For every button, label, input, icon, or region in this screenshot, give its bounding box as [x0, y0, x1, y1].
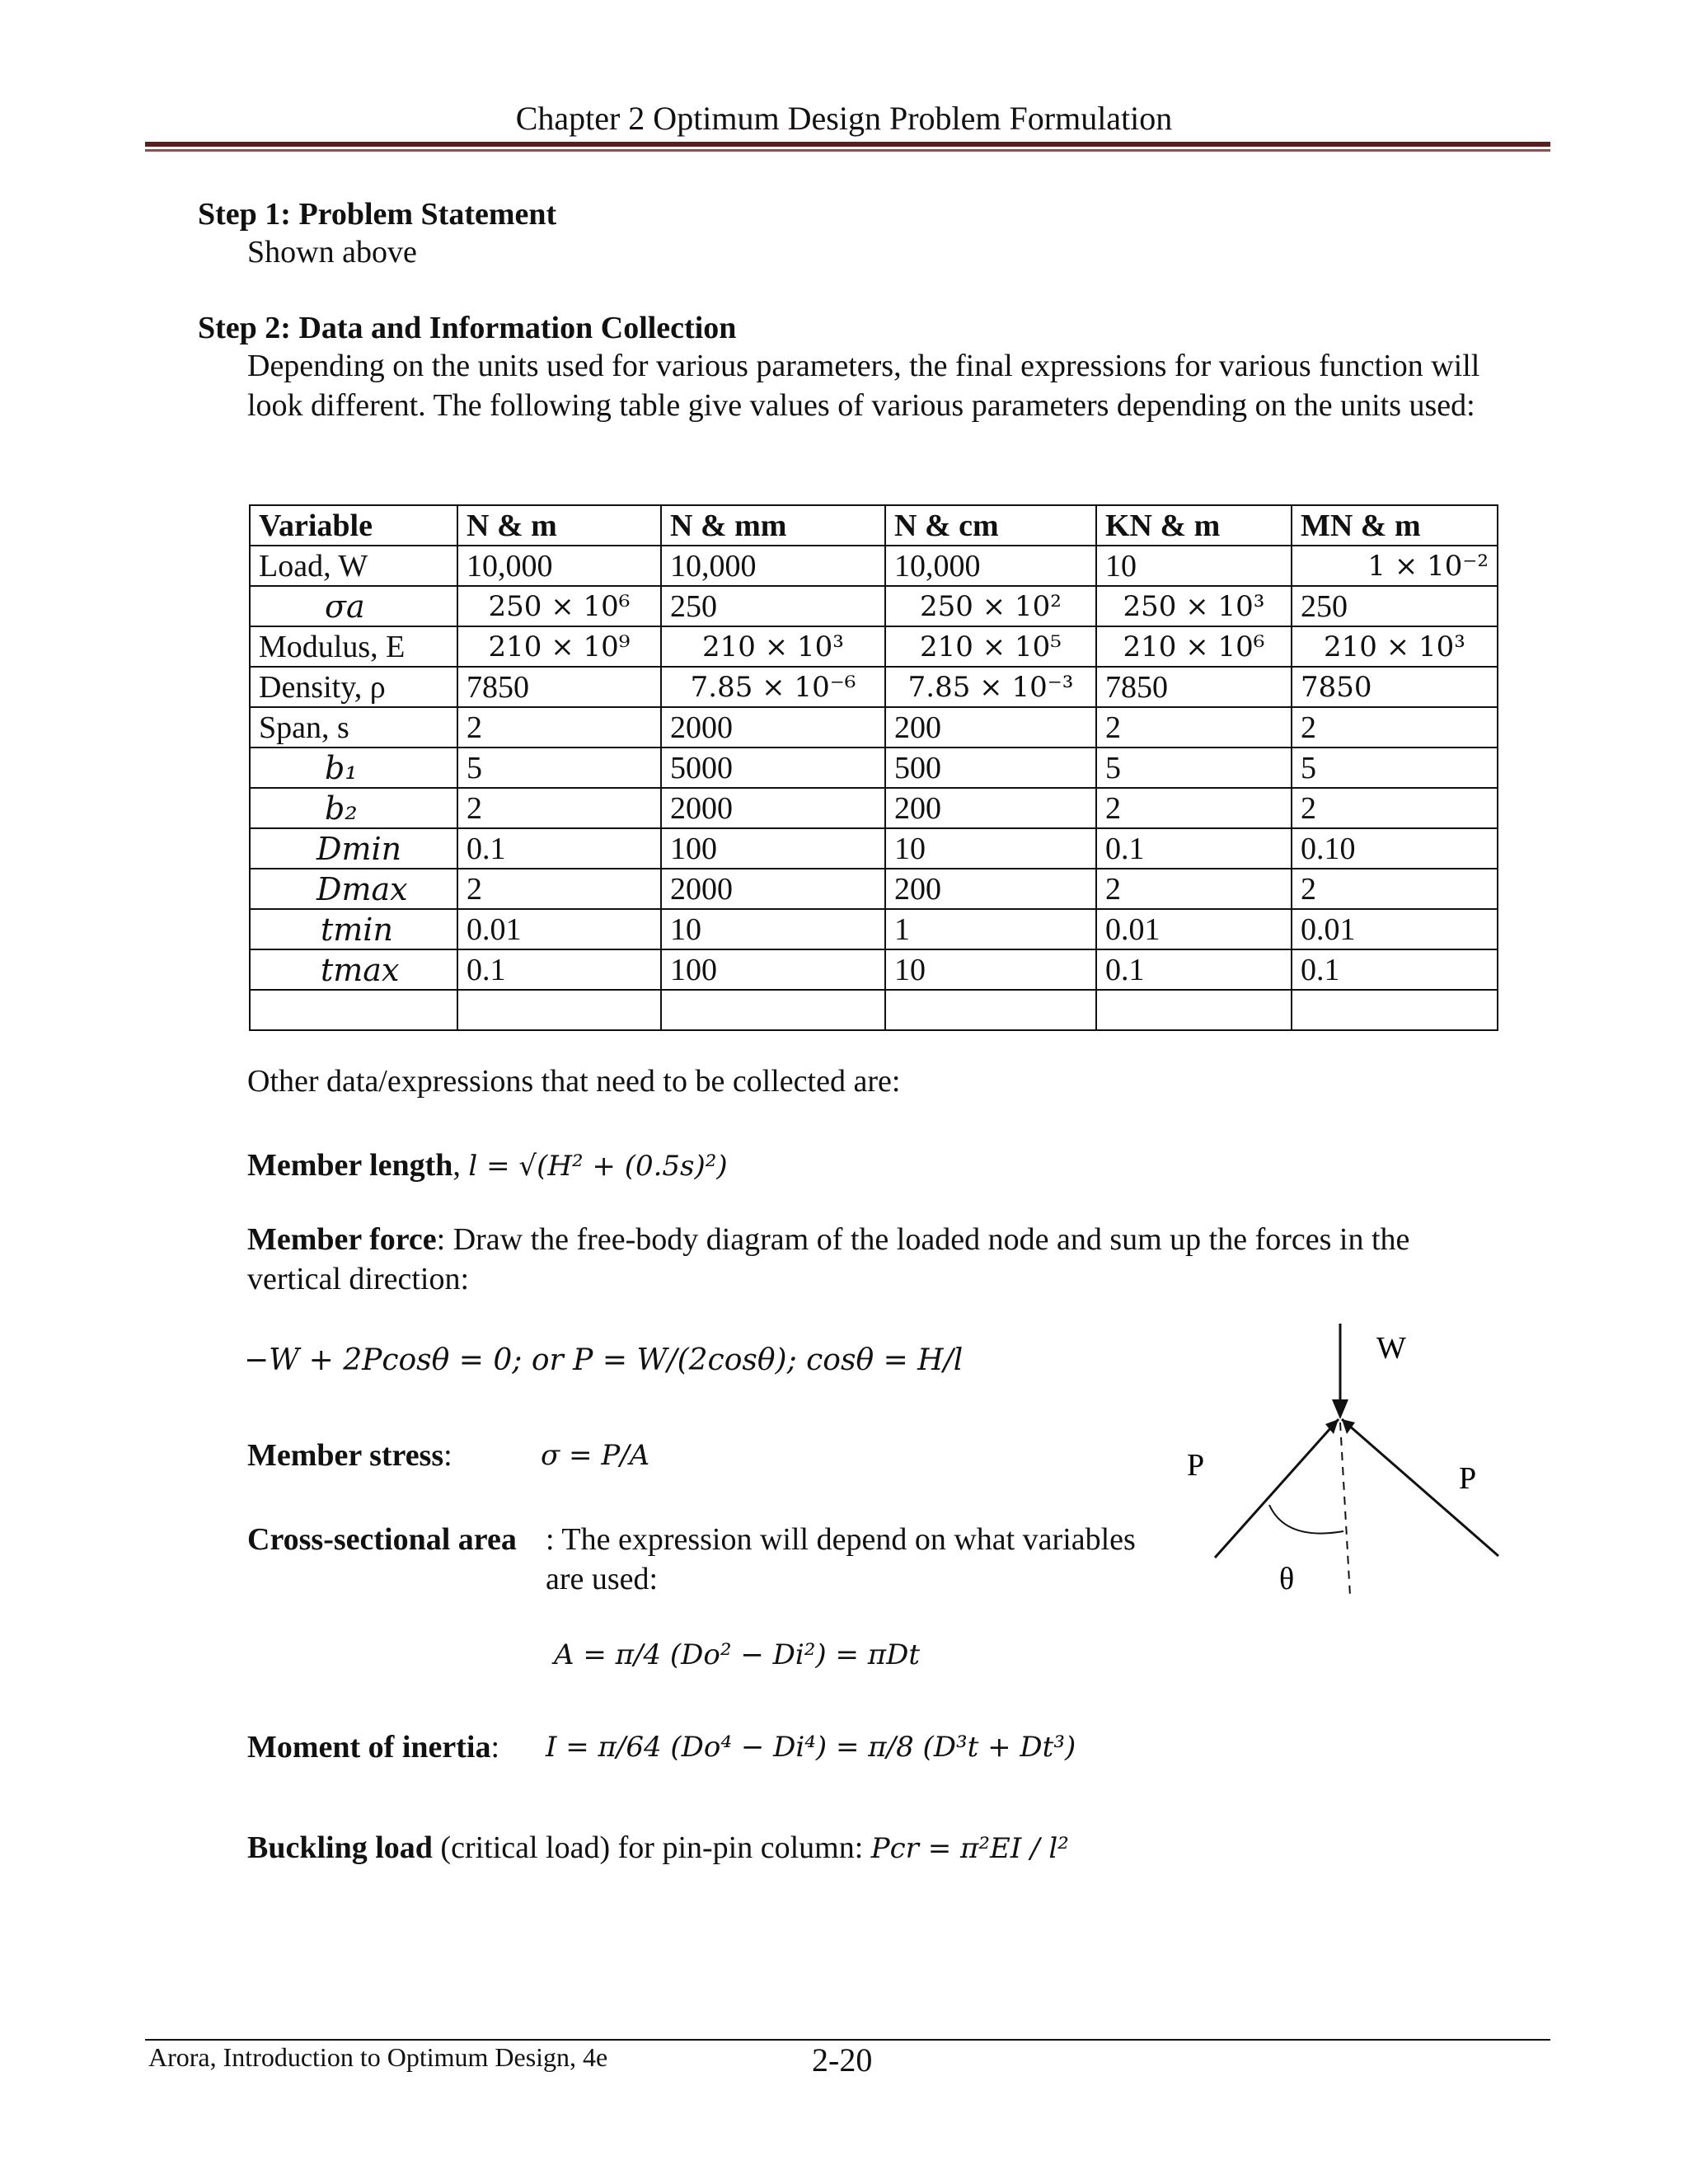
table-cell: 10,000 — [457, 546, 661, 586]
table-row — [250, 869, 1498, 909]
area-label: Cross-sectional area — [247, 1522, 517, 1557]
table-cell: 210 × 10⁹ — [457, 626, 661, 667]
table-cell: 210 × 10⁶ — [1096, 626, 1292, 667]
member-stress-line: Member stress: — [247, 1438, 452, 1473]
table-cell: 2 — [1292, 869, 1498, 909]
vertical-reference-line — [1340, 1422, 1350, 1596]
table-header-cell: Variable — [250, 505, 457, 546]
member-length-label: Member length — [247, 1148, 453, 1183]
table-cell: 200 — [885, 788, 1096, 828]
table-cell — [457, 990, 661, 1030]
table-cell: 10,000 — [661, 546, 885, 586]
table-cell — [1292, 990, 1498, 1030]
table-cell: Load, W — [250, 546, 457, 586]
table-row — [250, 626, 1498, 667]
member-stress-equation: σ = P/A — [541, 1439, 650, 1472]
header-rule — [145, 142, 1550, 147]
table-cell: Modulus, E — [250, 626, 457, 667]
table-cell: 2000 — [661, 707, 885, 748]
table-cell: 2 — [1096, 788, 1292, 828]
table-header-cell: KN & m — [1096, 505, 1292, 546]
table-cell: 1 × 10⁻² — [1292, 546, 1498, 586]
table-cell: σa — [250, 586, 457, 626]
table-row — [250, 667, 1498, 707]
header-rule-thin — [145, 149, 1550, 152]
table-cell: 250 — [661, 586, 885, 626]
table-header-cell: N & m — [457, 505, 661, 546]
inertia-equation: I = π/64 (Do⁴ − Di⁴) = π/8 (D³t + Dt³) — [546, 1731, 1076, 1764]
table-cell: tmin — [250, 909, 457, 949]
member-length-equation: l = √(H² + (0.5s)²) — [468, 1150, 728, 1183]
table-cell: 500 — [885, 748, 1096, 788]
member-stress-label: Member stress — [247, 1438, 444, 1473]
table-cell — [885, 990, 1096, 1030]
area-paragraph — [247, 1520, 517, 1559]
table-cell: b₁ — [250, 748, 457, 788]
step2-text: Depending on the units used for various parameters, the final expressions for various function will look different. The following table give values of various parameters depending on the units used: — [247, 349, 1480, 423]
table-cell: 100 — [661, 828, 885, 869]
table-cell: Dmax — [250, 869, 457, 909]
table-cell: 2 — [457, 788, 661, 828]
member-length-line: Member length, l = √(H² + (0.5s)²) — [247, 1148, 728, 1183]
table-header-cell: N & mm — [661, 505, 885, 546]
table-cell: 5 — [1292, 748, 1498, 788]
member-force-text: : Draw the free-body diagram of the loaded node and sum up the forces in the vertical direction: — [247, 1222, 1410, 1296]
table-header-row — [250, 505, 1498, 546]
member-force-paragraph — [247, 1220, 1500, 1299]
table-cell: 210 × 10³ — [1292, 626, 1498, 667]
area-text: : The expression will depend on what variables are used: — [546, 1522, 1136, 1596]
table-cell: 0.1 — [1292, 949, 1498, 990]
buckling-line — [247, 1828, 1069, 1868]
table-cell — [1096, 990, 1292, 1030]
step2-heading: Step 2: Data and Information Collection — [198, 311, 737, 345]
table-cell: 0.01 — [457, 909, 661, 949]
table-cell: 0.01 — [1292, 909, 1498, 949]
inertia-label: Moment of inertia — [247, 1730, 491, 1765]
table-cell: Dmin — [250, 828, 457, 869]
table-row — [250, 748, 1498, 788]
table-cell: 2 — [1096, 869, 1292, 909]
table-cell: 7.85 × 10⁻³ — [885, 667, 1096, 707]
table-cell: 5 — [1096, 748, 1292, 788]
left-force-label: P — [1187, 1448, 1205, 1483]
table-cell: 1 — [885, 909, 1096, 949]
table-cell: 200 — [885, 707, 1096, 748]
right-member-arrowhead — [1342, 1419, 1355, 1434]
table-cell: 7850 — [1292, 667, 1498, 707]
table-cell: 0.1 — [457, 828, 661, 869]
area-equation: A = π/4 (Do² − Di²) = πDt — [554, 1638, 921, 1671]
table-cell: 250 × 10⁶ — [457, 586, 661, 626]
table-cell: 0.1 — [1096, 828, 1292, 869]
table-cell: 2000 — [661, 869, 885, 909]
table-cell: Density, ρ — [250, 667, 457, 707]
inertia-line: Moment of inertia: — [247, 1730, 500, 1765]
buckling-equation: Pcr = π²EI / l² — [870, 1832, 1069, 1865]
table-header-cell: N & cm — [885, 505, 1096, 546]
load-label: W — [1376, 1331, 1406, 1366]
table-row — [250, 707, 1498, 748]
table-cell: 10 — [1096, 546, 1292, 586]
member-force-label: Member force — [247, 1222, 437, 1257]
table-cell — [661, 990, 885, 1030]
table-cell: 0.1 — [1096, 949, 1292, 990]
angle-arc — [1269, 1505, 1343, 1534]
table-cell: 250 — [1292, 586, 1498, 626]
page-header-title: Chapter 2 Optimum Design Problem Formulation — [515, 100, 1173, 137]
angle-label: θ — [1279, 1562, 1295, 1596]
table-cell: 2 — [457, 869, 661, 909]
step1-heading: Step 1: Problem Statement — [198, 197, 557, 232]
table-cell: 7850 — [1096, 667, 1292, 707]
table-row — [250, 828, 1498, 869]
table-cell: 5000 — [661, 748, 885, 788]
free-body-diagram — [1187, 1310, 1533, 1615]
table-cell: tmax — [250, 949, 457, 990]
table-cell: 7.85 × 10⁻⁶ — [661, 667, 885, 707]
table-row — [250, 990, 1498, 1030]
units-table — [249, 504, 1498, 1031]
buckling-label: Buckling load — [247, 1830, 433, 1865]
right-force-label: P — [1459, 1461, 1477, 1496]
table-cell: 5 — [457, 748, 661, 788]
table-cell: 0.10 — [1292, 828, 1498, 869]
table-cell: 2 — [1096, 707, 1292, 748]
table-cell: Span, s — [250, 707, 457, 748]
table-cell: 2 — [1292, 788, 1498, 828]
buckling-text: (critical load) for pin-pin column: — [440, 1830, 864, 1865]
table-cell: 7850 — [457, 667, 661, 707]
table-cell: 2000 — [661, 788, 885, 828]
footer-book-title: Arora, Introduction to Optimum Design, 4e — [148, 2042, 608, 2072]
table-cell: 2 — [1292, 707, 1498, 748]
table-cell: 200 — [885, 869, 1096, 909]
table-cell: 0.01 — [1096, 909, 1292, 949]
left-member-line — [1215, 1419, 1339, 1558]
table-cell: 10 — [885, 949, 1096, 990]
load-arrow-head — [1332, 1399, 1348, 1419]
table-cell: 100 — [661, 949, 885, 990]
table-cell: 2 — [457, 707, 661, 748]
table-row — [250, 909, 1498, 949]
step1-text: Shown above — [247, 235, 417, 269]
table-header-cell: MN & m — [1292, 505, 1498, 546]
table-cell: 250 × 10² — [885, 586, 1096, 626]
footer-page-number: 2-20 — [812, 2041, 873, 2079]
other-data-intro: Other data/expressions that need to be collected are: — [247, 1064, 901, 1099]
table-row — [250, 546, 1498, 586]
table-cell: 0.1 — [457, 949, 661, 990]
table-cell: b₂ — [250, 788, 457, 828]
table-cell: 250 × 10³ — [1096, 586, 1292, 626]
table-cell: 10 — [661, 909, 885, 949]
table-row — [250, 586, 1498, 626]
table-row — [250, 788, 1498, 828]
member-force-equation: −W + 2Pcosθ = 0; or P = W/(2cosθ); cosθ = H/l — [244, 1343, 964, 1377]
table-row — [250, 949, 1498, 990]
table-cell: 210 × 10⁵ — [885, 626, 1096, 667]
table-cell: 10,000 — [885, 546, 1096, 586]
table-cell: 10 — [885, 828, 1096, 869]
table-cell: 210 × 10³ — [661, 626, 885, 667]
table-cell — [250, 990, 457, 1030]
